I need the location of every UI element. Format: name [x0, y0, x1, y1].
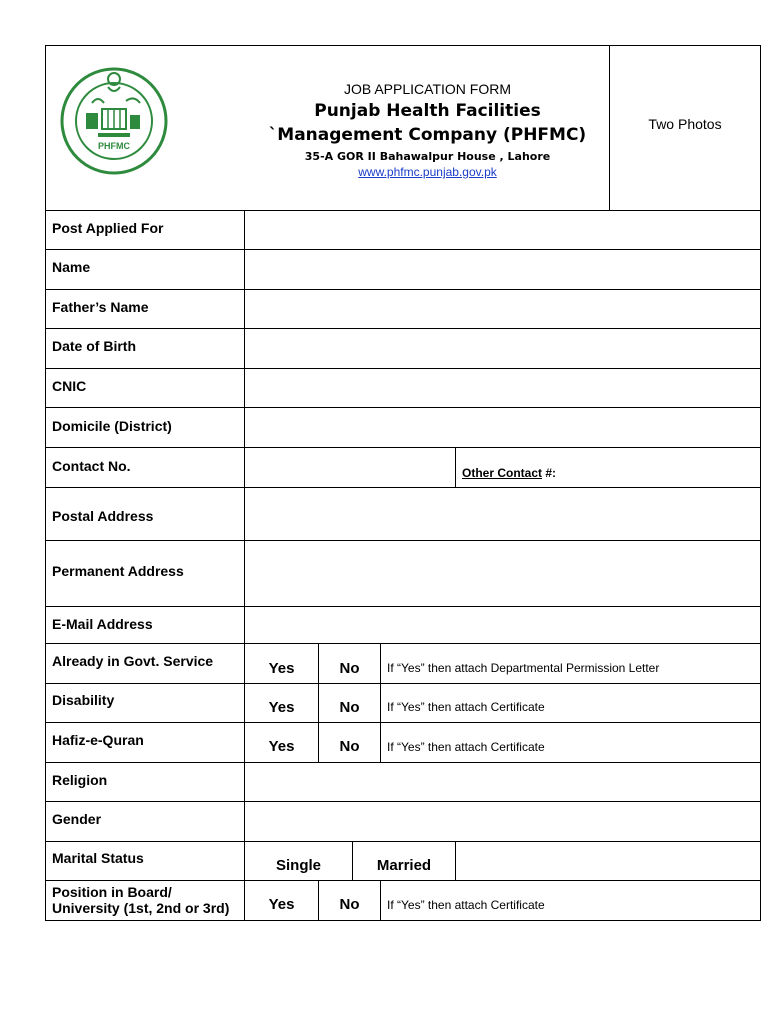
email-address-field[interactable]: [245, 607, 760, 643]
date-of-birth-field[interactable]: [245, 329, 760, 368]
label-email-address: E-Mail Address: [52, 616, 153, 632]
post-applied-for-field[interactable]: [245, 211, 760, 249]
label-fathers-name: Father’s Name: [52, 299, 149, 315]
other-contact-label: Other Contact: [462, 466, 543, 480]
label-disability: Disability: [52, 692, 115, 708]
fathers-name-field[interactable]: [245, 290, 760, 328]
label-cnic: CNIC: [52, 378, 87, 394]
org-name-line2: `Management Company (PHFMC): [268, 125, 587, 145]
domicile-field[interactable]: [245, 408, 760, 447]
other-contact-suffix: #:: [542, 466, 557, 480]
label-position-line2: University (1st, 2nd or 3rd): [52, 900, 230, 916]
govt-service-no-option[interactable]: No: [339, 660, 360, 677]
label-date-of-birth: Date of Birth: [52, 338, 136, 354]
label-position-line1: Position in Board/: [52, 884, 172, 900]
contact-no-field[interactable]: [245, 448, 455, 487]
label-govt-service: Already in Govt. Service: [52, 653, 214, 669]
postal-address-field[interactable]: [245, 488, 760, 540]
photo-box-label: Two Photos: [648, 116, 722, 132]
hafiz-note: If “Yes” then attach Certificate: [387, 740, 545, 754]
marital-single-option[interactable]: Single: [275, 857, 321, 874]
position-yes-option[interactable]: Yes: [268, 896, 295, 913]
hafiz-yes-option[interactable]: Yes: [268, 738, 295, 755]
marital-status-extra-field[interactable]: [456, 842, 760, 880]
disability-no-option[interactable]: No: [339, 699, 360, 716]
photo-box: [610, 46, 760, 210]
phfmc-logo: [58, 65, 170, 177]
form-title: JOB APPLICATION FORM: [344, 81, 511, 97]
other-contact-text: [462, 466, 556, 480]
gender-field[interactable]: [245, 802, 760, 841]
other-contact-field[interactable]: [456, 448, 760, 487]
label-name: Name: [52, 259, 91, 275]
label-domicile: Domicile (District): [52, 418, 172, 434]
website-link[interactable]: www.phfmc.punjab.gov.pk: [358, 165, 497, 179]
disability-note: If “Yes” then attach Certificate: [387, 700, 545, 714]
label-gender: Gender: [52, 811, 102, 827]
website-wrapper: [245, 165, 610, 179]
label-post-applied-for: Post Applied For: [52, 220, 164, 236]
disability-yes-option[interactable]: Yes: [268, 699, 295, 716]
label-hafiz-e-quran: Hafiz-e-Quran: [52, 732, 144, 748]
org-address: 35-A GOR II Bahawalpur House , Lahore: [304, 150, 551, 163]
hafiz-no-option[interactable]: No: [339, 738, 360, 755]
marital-married-option[interactable]: Married: [376, 857, 432, 874]
label-marital-status: Marital Status: [52, 850, 144, 866]
govt-service-note: If “Yes” then attach Departmental Permission Letter: [387, 661, 660, 675]
position-no-option[interactable]: No: [339, 896, 360, 913]
position-note: If “Yes” then attach Certificate: [387, 898, 545, 912]
label-contact-no: Contact No.: [52, 458, 131, 474]
name-field[interactable]: [245, 250, 760, 289]
cnic-field[interactable]: [245, 369, 760, 407]
label-permanent-address: Permanent Address: [52, 563, 184, 579]
religion-field[interactable]: [245, 763, 760, 801]
permanent-address-field[interactable]: [245, 541, 760, 606]
logo-text: PHFMC: [98, 141, 130, 151]
govt-service-yes-option[interactable]: Yes: [268, 660, 295, 677]
label-postal-address: Postal Address: [52, 508, 154, 524]
org-name-line1: Punjab Health Facilities: [314, 101, 541, 121]
label-religion: Religion: [52, 772, 108, 788]
